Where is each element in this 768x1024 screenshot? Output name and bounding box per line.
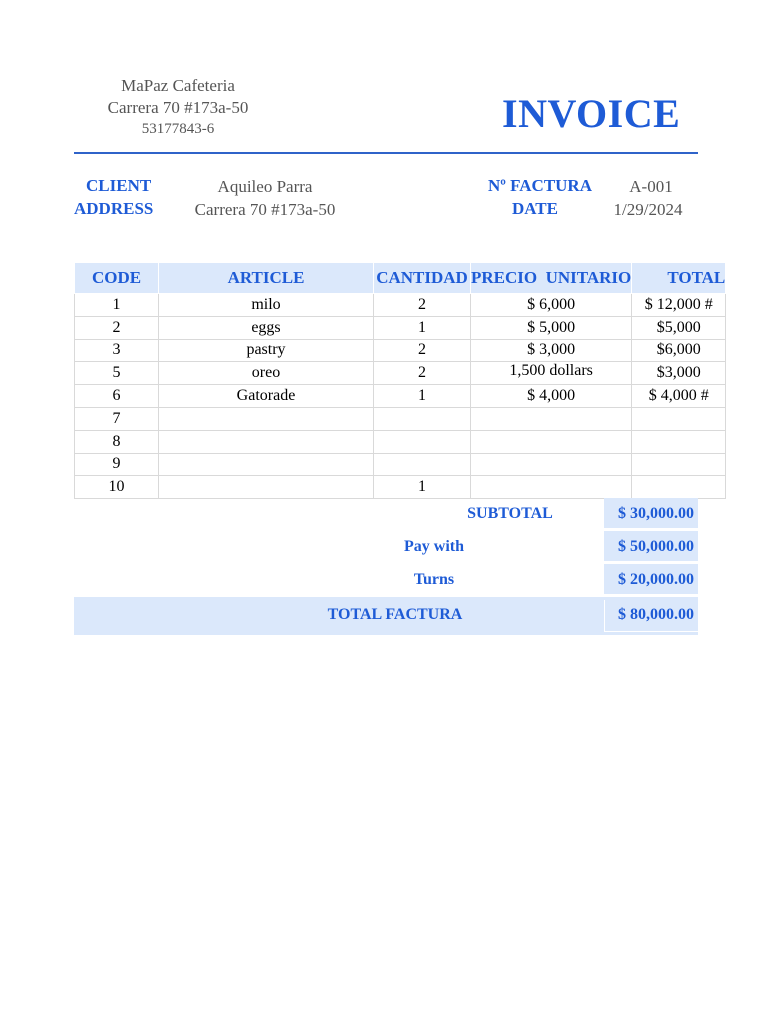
cell-article: milo [159, 294, 374, 317]
table-row [75, 316, 726, 339]
cell-price: $ 3,000 [471, 339, 632, 362]
table-row [75, 430, 726, 453]
header-precio-unitario: PRECIO UNITARIO [471, 263, 632, 294]
address-label: ADDRESS [74, 199, 154, 218]
table-row [75, 453, 726, 476]
cell-qty [374, 430, 471, 453]
invoice-title: INVOICE [502, 91, 681, 136]
grand-total-value: $ 80,000.00 [604, 600, 698, 632]
cell-article: eggs [159, 316, 374, 339]
invoice-number-label: Nº FACTURA [488, 176, 592, 195]
company-address: Carrera 70 #173a-50 [107, 98, 249, 117]
cell-article [159, 476, 374, 499]
table-row [75, 294, 726, 317]
cell-total [632, 476, 726, 499]
cell-price: $ 5,000 [471, 316, 632, 339]
cell-qty [374, 453, 471, 476]
cell-price: $ 6,000 [471, 294, 632, 317]
cell-code: 9 [75, 453, 159, 476]
header-cantidad: CANTIDAD [374, 263, 471, 294]
header-divider [74, 152, 698, 154]
turns-label: Turns [413, 571, 455, 588]
client-label: CLIENT [86, 176, 152, 195]
date-value: 1/29/2024 [613, 200, 683, 219]
header-article: ARTICLE [159, 263, 374, 294]
pay-with-label: Pay with [404, 538, 464, 555]
cell-total: $ 4,000 # [632, 385, 726, 408]
cell-total: $5,000 [632, 316, 726, 339]
table-row [75, 339, 726, 362]
header-total: TOTAL [632, 263, 726, 294]
cell-article: Gatorade [159, 385, 374, 408]
turns-value: $ 20,000.00 [604, 564, 698, 595]
cell-article [159, 407, 374, 430]
cell-code: 10 [75, 476, 159, 499]
table-row [75, 476, 726, 499]
pay-with-value: $ 50,000.00 [604, 531, 698, 562]
cell-qty: 1 [374, 385, 471, 408]
table-header-row [75, 263, 726, 294]
cell-qty: 1 [374, 316, 471, 339]
cell-price [471, 407, 632, 430]
cell-code: 2 [75, 316, 159, 339]
table-row [75, 385, 726, 408]
cell-total [632, 407, 726, 430]
cell-total [632, 430, 726, 453]
address-value: Carrera 70 #173a-50 [194, 200, 336, 219]
cell-qty: 2 [374, 362, 471, 385]
cell-article [159, 430, 374, 453]
cell-price [471, 430, 632, 453]
cell-qty: 2 [374, 294, 471, 317]
subtotal-value: $ 30,000.00 [604, 498, 698, 529]
invoice-number-value: A-001 [629, 177, 673, 196]
cell-qty [374, 407, 471, 430]
cell-code: 7 [75, 407, 159, 430]
cell-total: $ 12,000 # [632, 294, 726, 317]
header-code: CODE [75, 263, 159, 294]
cell-total: $6,000 [632, 339, 726, 362]
cell-qty: 1 [374, 476, 471, 499]
company-phone: 53177843-6 [141, 121, 215, 137]
cell-price: 1,500 dollars [471, 362, 632, 385]
cell-price: $ 4,000 [471, 385, 632, 408]
subtotal-label: SUBTOTAL [467, 505, 553, 522]
items-table [74, 262, 726, 499]
date-label: DATE [512, 199, 558, 218]
cell-qty: 2 [374, 339, 471, 362]
cell-price [471, 476, 632, 499]
company-name: MaPaz Cafeteria [121, 76, 235, 95]
cell-article [159, 453, 374, 476]
cell-article: oreo [159, 362, 374, 385]
grand-total-label: TOTAL FACTURA [327, 606, 463, 623]
cell-code: 8 [75, 430, 159, 453]
cell-article: pastry [159, 339, 374, 362]
cell-total [632, 453, 726, 476]
cell-code: 5 [75, 362, 159, 385]
table-row [75, 362, 726, 385]
cell-code: 3 [75, 339, 159, 362]
table-row [75, 407, 726, 430]
client-value: Aquileo Parra [217, 177, 313, 196]
cell-price [471, 453, 632, 476]
cell-total: $3,000 [632, 362, 726, 385]
cell-code: 1 [75, 294, 159, 317]
cell-code: 6 [75, 385, 159, 408]
